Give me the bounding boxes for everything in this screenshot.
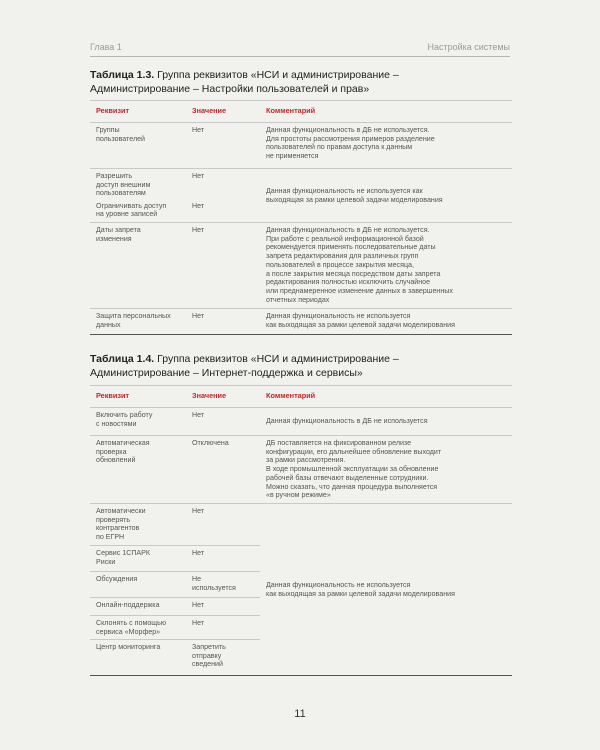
merged-comment: Данная функциональность не используется как выходящая за рамки целевой задачи моделирования	[260, 504, 512, 676]
table1	[90, 100, 512, 335]
row-value: Нет	[186, 504, 260, 546]
section-label: Настройка системы	[427, 42, 510, 52]
row-value: Нет	[186, 616, 260, 640]
row-value: Нет	[186, 546, 260, 572]
row-name: Склонять с помощью сервиса «Морфер»	[90, 616, 186, 640]
table1-header-name: Реквизит	[90, 101, 186, 123]
table-row	[90, 169, 512, 199]
header-rule	[90, 56, 510, 57]
table2-caption-line2: Администрирование – Интернет-поддержка и сервисы»	[90, 367, 363, 379]
row-name: Включить работу с новостями	[90, 408, 186, 436]
row-comment: ДБ поставляется на фиксированном релизе конфигурации, его дальнейшее обновление выходит за рамки рассмотрения. В ходе промышленной эксплуатации за обновление рабочей базы отвечают выделенные сотрудники. Можно сказать, что данная процедура выполняется «в ручном режиме»	[260, 436, 512, 504]
row-name: Онлайн-поддержка	[90, 598, 186, 616]
row-comment: Данная функциональность в ДБ не используется. Для простоты рассмотрения примеров разделение пользователей по правам доступа к данным не применяется	[260, 123, 512, 169]
table1-header-comment: Комментарий	[260, 101, 512, 123]
merged-comment: Данная функциональность не используется как выходящая за рамки целевой задачи моделирования	[260, 169, 512, 223]
row-value: Нет	[186, 309, 260, 335]
row-value: Нет	[186, 223, 260, 309]
table-row	[90, 223, 512, 309]
table-row	[90, 436, 512, 504]
row-value: Нет	[186, 199, 260, 223]
table1-header-value: Значение	[186, 101, 260, 123]
row-name: Автоматическая проверка обновлений	[90, 436, 186, 504]
table1-caption-label: Таблица 1.3.	[90, 69, 155, 81]
table1-caption-text: Группа реквизитов «НСИ и администрирование –	[154, 69, 399, 81]
row-name: Группы пользователей	[90, 123, 186, 169]
row-value: Нет	[186, 598, 260, 616]
row-value: Запретить отправку сведений	[186, 640, 260, 676]
row-value: Нет	[186, 123, 260, 169]
row-value: Отключена	[186, 436, 260, 504]
table2-caption-text: Группа реквизитов «НСИ и администрирование –	[154, 353, 399, 365]
table2-header-name: Реквизит	[90, 386, 186, 408]
row-name: Автоматически проверять контрагентов по ЕГРН	[90, 504, 186, 546]
table-row	[90, 309, 512, 335]
table-row	[90, 504, 512, 546]
row-name: Даты запрета изменения	[90, 223, 186, 309]
table2-caption	[90, 352, 510, 380]
chapter-label: Глава 1	[90, 42, 122, 52]
row-name: Разрешить доступ внешним пользователям	[96, 172, 151, 198]
row-name: Центр мониторинга	[90, 640, 186, 676]
table-row	[90, 408, 512, 436]
row-name: Обсуждения	[90, 572, 186, 598]
page-number: 11	[294, 708, 306, 720]
table1-caption	[90, 68, 510, 96]
table1-caption-line2: Администрирование – Настройки пользователей и прав»	[90, 83, 370, 95]
row-comment: Данная функциональность не используется как выходящая за рамки целевой задачи моделирования	[260, 309, 512, 335]
row-value: Нет	[186, 408, 260, 436]
row-name: Сервис 1СПАРК Риски	[90, 546, 186, 572]
row-value: Нет	[192, 172, 205, 180]
row-name: Ограничивать доступ на уровне записей	[90, 199, 186, 223]
table2-header-comment: Комментарий	[260, 386, 512, 408]
table2-header-value: Значение	[186, 386, 260, 408]
row-value: Не используется	[186, 572, 260, 598]
table-row	[90, 123, 512, 169]
table2	[90, 385, 512, 676]
table2-caption-label: Таблица 1.4.	[90, 353, 155, 365]
row-name: Защита персональных данных	[90, 309, 186, 335]
row-comment: Данная функциональность в ДБ не используется. При работе с реальной информационной базой рекомендуется применять последовательные даты запрета редактирования для различных групп пользователей в процессе закрытия месяца, а после закрытия месяца посредством даты запрета редактирования полностью исключить случайное или преднамеренное изменение данных в завершенных отчетных периодах	[260, 223, 512, 309]
row-comment: Данная функциональность в ДБ не используется	[260, 408, 512, 436]
